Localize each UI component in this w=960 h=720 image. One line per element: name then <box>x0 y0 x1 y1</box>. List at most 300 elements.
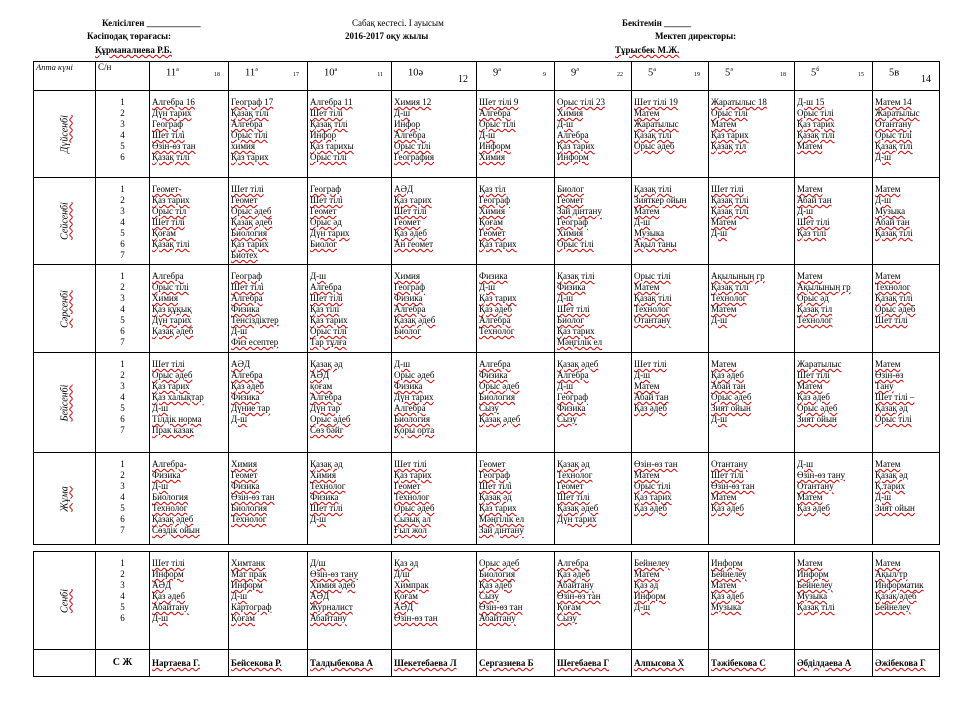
subject: Географ <box>231 271 263 281</box>
teacher-name-text: Шекетебаева Л <box>394 658 457 668</box>
class-teacher-name <box>308 650 392 677</box>
teacher-name-text: Тәжібекова С <box>711 658 766 668</box>
schedule-cell <box>392 91 477 178</box>
subject <box>231 425 305 436</box>
subject: Қазақ әд <box>479 492 512 502</box>
subject: Орыс тілі 23 <box>557 97 605 107</box>
subject: Алгебра <box>557 130 589 140</box>
subject: Мат прак <box>231 569 267 579</box>
subject <box>557 525 629 536</box>
subject: Физ есептер <box>231 337 279 347</box>
subject: Қазақ әдеб <box>557 359 599 369</box>
subject: АӘД <box>310 370 330 380</box>
subject: Қазақ тілі <box>152 239 190 249</box>
subject: Дүние тар <box>231 403 271 413</box>
subject: Шет тілі <box>557 304 590 314</box>
subject: Қазақ тілі <box>875 293 913 303</box>
subject <box>875 326 937 337</box>
subject: Д/ш <box>310 558 326 568</box>
schedule-cell <box>308 353 392 453</box>
subject: Шет тілі <box>479 481 512 491</box>
subject: Шет тілі – <box>875 392 915 402</box>
lesson-number: 3 <box>120 119 125 129</box>
subject: Алгебра <box>479 315 511 325</box>
lesson-number: 1 <box>120 459 125 469</box>
subject: Қоғам <box>152 228 176 238</box>
subject: Қазақ әдеб <box>152 326 194 336</box>
subject: Д-ш <box>634 217 651 227</box>
subject: Технолог <box>310 481 346 491</box>
subject: Биотех <box>231 250 258 260</box>
subject: Физика <box>479 370 508 380</box>
subject: Географ <box>557 217 589 227</box>
subject: Қаз тарих <box>557 326 595 336</box>
subject <box>797 425 870 436</box>
subject: Бейнелеу <box>875 602 911 612</box>
subject: Алгебра <box>231 293 263 303</box>
subject: Матем <box>634 282 660 292</box>
subject: Алгебра <box>310 282 342 292</box>
schedule-cell <box>873 91 940 178</box>
schedule-cell <box>229 552 308 650</box>
lesson-number: 6 <box>120 514 125 524</box>
schedule-cell <box>308 91 392 178</box>
subject: Қазақ тілі <box>152 152 190 162</box>
subject: Д-ш <box>557 119 574 129</box>
subject: Қазақ тілі <box>231 108 269 118</box>
subject: Алгебра- <box>152 459 187 469</box>
subject: Қазақ әд <box>310 359 343 369</box>
subject: Орыс тілі <box>797 108 834 118</box>
lesson-number: 2 <box>120 569 125 579</box>
subject: Қаз әдеб <box>634 403 667 413</box>
schedule-cell <box>308 265 392 353</box>
lesson-number: 3 <box>120 206 125 216</box>
lesson-number: 5 <box>120 503 125 513</box>
day-name: Жұма <box>59 485 70 512</box>
subject: Химия <box>479 206 505 216</box>
subject <box>310 250 389 261</box>
lesson-numbers-cell <box>96 453 150 545</box>
subject: Д-ш <box>231 591 248 601</box>
subject <box>797 613 870 624</box>
class-header: $9^а$ 9 <box>477 62 555 91</box>
subject: Орыс тілі <box>231 130 268 140</box>
subject <box>394 337 474 348</box>
lesson-number: 4 <box>120 492 125 502</box>
subject: Биология <box>231 503 268 513</box>
subject: Қаз тарих <box>711 130 749 140</box>
subject: Жаратылыс <box>875 108 920 118</box>
subject: Қаз тілі <box>310 304 340 314</box>
subject: Биология <box>394 414 431 424</box>
subject <box>711 525 792 536</box>
subject: Технолог <box>152 503 188 513</box>
subject <box>711 337 792 348</box>
class-teacher-name <box>392 650 477 677</box>
subject: Қ.тарих <box>875 481 906 491</box>
lesson-number: 5 <box>120 141 125 151</box>
subject: Геомет <box>394 217 421 227</box>
subject: Қазақ тілі <box>711 195 749 205</box>
lesson-number: 7 <box>120 425 125 435</box>
student-count: 18 <box>214 72 220 78</box>
subject: Шет тілі <box>557 492 590 502</box>
subject: Қазақ әдеб <box>152 514 194 524</box>
subject: Қазақ тілі <box>634 130 672 140</box>
subject: Химия <box>557 108 583 118</box>
subject: Физика <box>231 392 260 402</box>
teacher-name-text: Нартаева Г. <box>152 658 200 668</box>
class-teacher-name <box>477 650 555 677</box>
schedule-cell <box>150 91 229 178</box>
subject: Шет тілі 19 <box>634 97 678 107</box>
day-name-cell <box>34 552 96 650</box>
subject: Информ <box>634 591 666 601</box>
schedule-cell <box>873 353 940 453</box>
schedule-cell <box>795 178 873 265</box>
subject: Химия <box>479 152 505 162</box>
subject: Қаз тарих <box>797 119 835 129</box>
subject: Матем <box>634 108 660 118</box>
subject: Орыс әдеб <box>797 403 838 413</box>
subject: Биология <box>231 228 268 238</box>
schedule-cell <box>632 91 709 178</box>
subject: Алгебра <box>310 392 342 402</box>
teacher-name-text: Әжібекова Г <box>875 658 926 668</box>
schedule-cell <box>795 453 873 545</box>
subject: Д-ш <box>557 381 574 391</box>
subject: Шет тілі <box>711 470 744 480</box>
schedule-cell <box>709 91 795 178</box>
subject: Географ 17 <box>231 97 274 107</box>
subject: Д-ш <box>557 293 574 303</box>
subject: Сызу <box>557 613 577 623</box>
subject: Орыс әдеб <box>479 558 520 568</box>
subject: Қаз әдеб <box>711 591 744 601</box>
subject: Матем <box>797 271 823 281</box>
subject <box>797 525 870 536</box>
subject <box>152 337 226 348</box>
subject: Алгебра <box>479 108 511 118</box>
subject: Музыка <box>634 228 665 238</box>
subject: Жаратылыс <box>797 359 842 369</box>
subject: Д-ш <box>711 315 728 325</box>
subject: Қаз тарих <box>394 195 432 205</box>
subject: Физика <box>557 282 586 292</box>
subject: Географ <box>479 195 511 205</box>
lesson-number: 2 <box>120 370 125 380</box>
subject <box>875 250 937 261</box>
subject: Өзін-өз тан <box>634 459 678 469</box>
subject: Технолог <box>231 514 267 524</box>
subject <box>152 250 226 261</box>
subject: Шет тілі <box>231 282 264 292</box>
class-teacher-name <box>709 650 795 677</box>
subject: Қазақ тілі <box>875 228 913 238</box>
subject: Матем <box>875 359 901 369</box>
subject <box>634 326 706 337</box>
subject: Технолог <box>479 326 515 336</box>
subject: Химия 12 <box>394 97 432 107</box>
schedule-cell <box>632 552 709 650</box>
subject: Орыс әдеб <box>634 141 675 151</box>
schedule-cell <box>632 453 709 545</box>
subject: Ғыл жол <box>394 525 427 535</box>
subject: Матем <box>634 470 660 480</box>
subject: Қаз тарих <box>479 239 517 249</box>
subject: Сызу <box>479 403 499 413</box>
subject: Отантану <box>797 481 834 491</box>
student-count: 11 <box>377 72 383 78</box>
subject: Шет тілі 9 <box>479 97 519 107</box>
subject: Геомет- <box>152 184 182 194</box>
subject: Д-ш <box>310 514 327 524</box>
subject: Өзін-өз тану <box>310 569 359 579</box>
subject: Физика <box>479 271 508 281</box>
lesson-numbers-cell <box>96 265 150 353</box>
schedule-cell <box>229 91 308 178</box>
subject <box>634 425 706 436</box>
subject: Орыс тілі <box>875 130 912 140</box>
subject: Физика <box>231 304 260 314</box>
subject: Абайтану <box>152 602 189 612</box>
subject: Биолог <box>394 326 422 336</box>
subject: Алгебра 16 <box>152 97 195 107</box>
class-header: $5^ә$ 18 <box>709 62 795 91</box>
day-name: Сейсенбі <box>59 202 70 240</box>
schedule-cell <box>632 265 709 353</box>
schedule-cell <box>709 178 795 265</box>
subject <box>797 239 870 250</box>
subject: Геомет <box>557 481 584 491</box>
subject: Матем <box>634 569 660 579</box>
subject: Технолог <box>711 293 747 303</box>
subject: Алгебра <box>479 359 511 369</box>
lesson-number: 6 <box>120 414 125 424</box>
subject: Қазақ тілі <box>711 206 749 216</box>
student-count: 9 <box>543 72 546 78</box>
schedule-cell <box>477 353 555 453</box>
subject: Қазақ әд <box>875 470 908 480</box>
subject: Қаз әдеб <box>479 580 512 590</box>
subject: Физика <box>394 293 423 303</box>
subject: Қаз тарих <box>394 470 432 480</box>
schedule-cell <box>555 91 632 178</box>
subject <box>711 250 792 261</box>
subject: Қаз әдеб <box>797 503 830 513</box>
lesson-number: 3 <box>120 481 125 491</box>
subject: Қаз әдеб <box>634 503 667 513</box>
subject: Сызық ал <box>394 514 431 524</box>
subject: Қазақ тілі <box>634 293 672 303</box>
lesson-number: 2 <box>120 195 125 205</box>
subject: Шет тілі <box>797 370 830 380</box>
subject: Шет тілі <box>394 459 427 469</box>
subject <box>711 514 792 525</box>
subject: Матем <box>711 580 737 590</box>
subject <box>557 425 629 436</box>
subject: Қазақ әдеб <box>557 503 599 513</box>
subject: Зият ойын <box>875 503 915 513</box>
subject: Алгебра <box>231 119 263 129</box>
subject <box>711 425 792 436</box>
schedule-cell <box>308 178 392 265</box>
subject: Абайтану <box>557 580 594 590</box>
day-name-cell <box>34 91 96 178</box>
subject: Қаз әд <box>634 580 659 590</box>
subject: Қазақ тілі <box>634 184 672 194</box>
subject: Дүн тарих <box>310 228 350 238</box>
schedule-cell <box>392 453 477 545</box>
subject <box>479 425 552 436</box>
subject: Геомет <box>310 206 337 216</box>
subject: Зияткер ойын <box>634 195 687 205</box>
student-count: 12 <box>458 74 468 85</box>
subject: Қаз тарих <box>231 152 269 162</box>
approved-label: Бекітемін ______ <box>622 18 692 28</box>
lesson-numbers-cell <box>96 353 150 453</box>
subject: Қаз әдеб <box>711 370 744 380</box>
subject: Алгебра 11 <box>310 97 353 107</box>
subject: Географ <box>394 282 426 292</box>
subject: Бейнелеу <box>711 569 747 579</box>
lesson-number: 4 <box>120 304 125 314</box>
class-header: $10^а$ 11 <box>308 62 392 91</box>
subject: Шет тілі <box>231 184 264 194</box>
subject: АӘД <box>310 591 330 601</box>
lesson-number: 3 <box>120 293 125 303</box>
schedule-cell <box>229 353 308 453</box>
subject: Физика <box>231 481 260 491</box>
subject: Технолог <box>557 470 593 480</box>
subject: Қаз әдеб <box>394 228 427 238</box>
schedule-cell <box>229 453 308 545</box>
lesson-number: 3 <box>120 580 125 590</box>
subject: Қаз тіл <box>479 184 506 194</box>
schedule-cell <box>477 552 555 650</box>
subject: Шет тілі <box>152 359 185 369</box>
subject <box>797 250 870 261</box>
schedule-cell <box>477 453 555 545</box>
subject: Орыс әдеб <box>231 206 272 216</box>
lesson-number: 1 <box>120 184 125 194</box>
subject: Қоры орта <box>394 425 435 435</box>
subject: Д-ш <box>479 282 496 292</box>
subject: химия <box>231 141 255 151</box>
schedule-cell <box>873 265 940 353</box>
subject: Алгебра <box>394 130 426 140</box>
lesson-number: 1 <box>120 359 125 369</box>
subject: Матем <box>711 304 737 314</box>
subject: Матем 14 <box>875 97 912 107</box>
subject: Шет тілі <box>797 217 830 227</box>
subject <box>797 337 870 348</box>
subject: Д-ш <box>231 414 248 424</box>
subject: Матем <box>634 206 660 216</box>
subject: Алгебра <box>557 558 589 568</box>
subject: Қазақ әд <box>310 459 343 469</box>
subject <box>479 337 552 348</box>
teacher-name-text: Бейсекова Р. <box>231 658 282 668</box>
subject: Қазақ тіл <box>797 304 833 314</box>
day-row <box>34 178 940 265</box>
subject: Д-ш <box>394 108 411 118</box>
subject: Информ <box>557 152 589 162</box>
subject: Қаз тарих <box>479 503 517 513</box>
subject: Орыс әдеб <box>152 370 193 380</box>
subject: қоғам <box>310 381 333 391</box>
subject: Матем <box>875 271 901 281</box>
subject: Орыс тілі <box>711 108 748 118</box>
subject: Музыка <box>711 602 742 612</box>
subject: Қоғам <box>231 613 255 623</box>
student-count: 17 <box>293 72 299 78</box>
subject: География <box>394 152 434 162</box>
subject: Матем <box>797 492 823 502</box>
lesson-number: 6 <box>120 613 125 623</box>
class-header-row <box>34 62 940 91</box>
class-teacher-name <box>873 650 940 677</box>
subject: Шет тілі <box>152 130 185 140</box>
schedule-cell <box>709 265 795 353</box>
schedule-cell <box>477 178 555 265</box>
subject: Қазақ тілі <box>310 119 348 129</box>
schedule-cell <box>709 353 795 453</box>
subject: Тар тұлға <box>310 337 347 347</box>
section-gap <box>34 545 940 552</box>
lesson-number: 1 <box>120 271 125 281</box>
subject: АӘД <box>152 580 172 590</box>
subject: Шет тілі <box>310 503 343 513</box>
subject: Химия <box>310 470 336 480</box>
subject: Тілдік норма <box>152 414 202 424</box>
subject <box>797 514 870 525</box>
subject <box>557 250 629 261</box>
subject: Орыс тілі <box>634 481 671 491</box>
subject: Д-ш <box>152 403 169 413</box>
lesson-number: 5 <box>120 403 125 413</box>
subject: Шет тілі <box>152 217 185 227</box>
subject: Қаз құқық <box>152 304 192 314</box>
lesson-numbers-cell <box>96 178 150 265</box>
lesson-number: 6 <box>120 239 125 249</box>
subject: Қазақ әдеб <box>479 414 521 424</box>
subject: Географ <box>152 119 184 129</box>
subject: Орыс тілі <box>394 141 431 151</box>
subject: Геомет <box>231 470 258 480</box>
subject: Физика <box>394 381 423 391</box>
schedule-cell <box>873 178 940 265</box>
subject <box>875 525 937 536</box>
subject: Қаз әдеб <box>231 381 264 391</box>
subject: Қазақ тілі <box>797 602 835 612</box>
subject: Тенсіздіктер <box>231 315 279 325</box>
subject: Орыс тілі <box>310 326 347 336</box>
day-name: Дүйсенбі <box>59 115 70 153</box>
subject: Музыка <box>875 206 906 216</box>
subject: Өзін-өз тан <box>557 591 601 601</box>
class-header: $11^ә$ 17 <box>229 62 308 91</box>
subject <box>711 239 792 250</box>
subject: Музыка <box>797 591 828 601</box>
day-name-cell <box>34 353 96 453</box>
subject <box>797 152 870 163</box>
subject: Матем <box>875 459 901 469</box>
subject: Д/ш <box>394 569 410 579</box>
subject: Алгебра <box>394 403 426 413</box>
subject: Геомет <box>479 228 506 238</box>
